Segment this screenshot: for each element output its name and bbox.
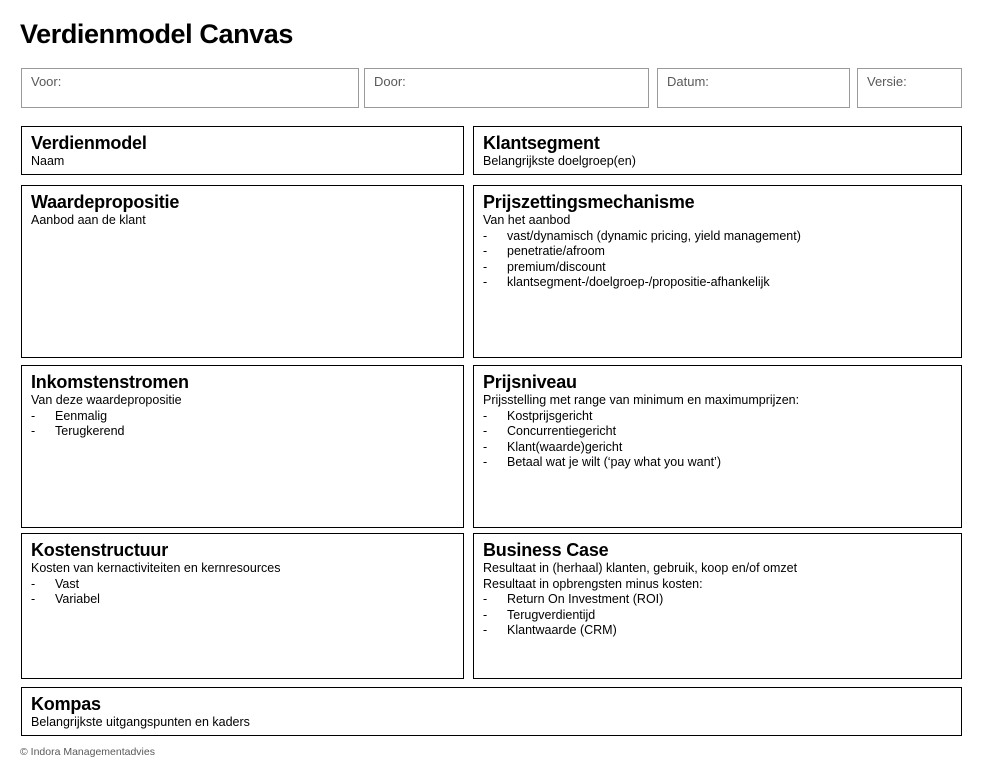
list-item-text: Terugverdientijd bbox=[507, 607, 596, 622]
list-item-text: Klant(waarde)gericht bbox=[507, 439, 623, 454]
dash-bullet: - bbox=[483, 259, 488, 274]
box-inkomstenstromen[interactable] bbox=[21, 365, 464, 528]
dash-bullet: - bbox=[31, 576, 36, 591]
dash-bullet: - bbox=[483, 408, 488, 423]
box-title: Kompas bbox=[31, 694, 101, 714]
dash-bullet: - bbox=[483, 607, 488, 622]
box-title: Waardepropositie bbox=[31, 192, 180, 212]
list-item bbox=[483, 229, 952, 245]
box-business-case[interactable] bbox=[473, 533, 962, 679]
list-item-text: premium/discount bbox=[507, 259, 606, 274]
list-item-text: Eenmalig bbox=[55, 408, 108, 423]
box-title: Prijsniveau bbox=[483, 372, 577, 392]
list-item bbox=[483, 275, 952, 291]
page-title: Verdienmodel Canvas bbox=[20, 19, 294, 49]
versie-label: Versie: bbox=[867, 74, 907, 89]
box-prijsniveau[interactable] bbox=[473, 365, 962, 528]
box-waardepropositie[interactable] bbox=[21, 185, 464, 358]
box-description: Belangrijkste uitgangspunten en kaders bbox=[31, 715, 250, 729]
box-title: Verdienmodel bbox=[31, 133, 147, 153]
list-item bbox=[31, 409, 454, 425]
bullet-list bbox=[31, 577, 454, 608]
box-description: Aanbod aan de klant bbox=[31, 213, 146, 227]
door-label: Door: bbox=[374, 74, 406, 89]
dash-bullet: - bbox=[483, 592, 488, 606]
list-item-text: Vast bbox=[55, 576, 80, 591]
box-kostenstructuur[interactable] bbox=[21, 533, 464, 679]
list-item-text: klantsegment-/doelgroep-/propositie-afhankelijk bbox=[507, 275, 770, 289]
dash-bullet: - bbox=[31, 592, 36, 606]
dash-bullet: - bbox=[483, 455, 488, 469]
list-item-text: Variabel bbox=[55, 592, 100, 606]
box-title: Klantsegment bbox=[483, 133, 600, 153]
box-description: Naam bbox=[31, 154, 65, 168]
box-klantsegment[interactable] bbox=[473, 126, 962, 175]
list-item-text: penetratie/afroom bbox=[507, 244, 605, 258]
bullet-list bbox=[483, 409, 952, 471]
versie-field[interactable] bbox=[857, 68, 962, 108]
dash-bullet: - bbox=[483, 228, 488, 243]
list-item bbox=[483, 244, 952, 260]
box-title: Prijszettingsmechanisme bbox=[483, 192, 695, 212]
box-prijszettingsmechanisme[interactable] bbox=[473, 185, 962, 358]
list-item bbox=[31, 424, 454, 440]
list-item bbox=[483, 623, 952, 639]
list-item-text: Betaal wat je wilt (‘pay what you want’) bbox=[507, 455, 721, 469]
box-kompas[interactable] bbox=[21, 687, 962, 736]
voor-field[interactable] bbox=[21, 68, 359, 108]
list-item bbox=[31, 592, 454, 608]
dash-bullet: - bbox=[483, 439, 488, 454]
bullet-list bbox=[483, 592, 952, 639]
list-item-text: Klantwaarde (CRM) bbox=[507, 623, 617, 637]
box-title: Business Case bbox=[483, 540, 609, 560]
list-item bbox=[483, 409, 952, 425]
list-item bbox=[31, 577, 454, 593]
list-item bbox=[483, 608, 952, 624]
box-description: Van het aanbod bbox=[483, 213, 571, 227]
box-description: Resultaat in (herhaal) klanten, gebruik, koop en/of omzet bbox=[483, 561, 798, 575]
box-title: Inkomstenstromen bbox=[31, 372, 189, 392]
box-description: Prijsstelling met range van minimum en maximumprijzen: bbox=[483, 393, 800, 407]
dash-bullet: - bbox=[483, 424, 488, 438]
box-verdienmodel[interactable] bbox=[21, 126, 464, 175]
box-description: Kosten van kernactiviteiten en kernresources bbox=[31, 561, 281, 575]
datum-label: Datum: bbox=[667, 74, 709, 89]
box-title: Kostenstructuur bbox=[31, 540, 169, 560]
list-item-text: vast/dynamisch (dynamic pricing, yield management) bbox=[507, 228, 801, 243]
list-item bbox=[483, 424, 952, 440]
voor-label: Voor: bbox=[31, 74, 62, 89]
list-item-text: Kostprijsgericht bbox=[507, 408, 593, 423]
box-description: Resultaat in opbrengsten minus kosten: bbox=[483, 576, 703, 591]
dash-bullet: - bbox=[483, 275, 488, 289]
datum-field[interactable] bbox=[657, 68, 850, 108]
bullet-list bbox=[483, 229, 952, 291]
list-item bbox=[483, 260, 952, 276]
box-description: Van deze waardepropositie bbox=[31, 393, 182, 407]
door-field[interactable] bbox=[364, 68, 649, 108]
list-item-text: Concurrentiegericht bbox=[507, 424, 617, 438]
bullet-list bbox=[31, 409, 454, 440]
box-description: Belangrijkste doelgroep(en) bbox=[483, 154, 636, 168]
footer-copyright: © Indora Managementadvies bbox=[20, 746, 155, 758]
list-item-text: Terugkerend bbox=[55, 424, 125, 438]
dash-bullet: - bbox=[31, 424, 36, 438]
list-item-text: Return On Investment (ROI) bbox=[507, 592, 664, 606]
list-item bbox=[483, 592, 952, 608]
list-item bbox=[483, 455, 952, 471]
dash-bullet: - bbox=[483, 623, 488, 637]
dash-bullet: - bbox=[31, 408, 36, 423]
dash-bullet: - bbox=[483, 244, 488, 258]
list-item bbox=[483, 440, 952, 456]
